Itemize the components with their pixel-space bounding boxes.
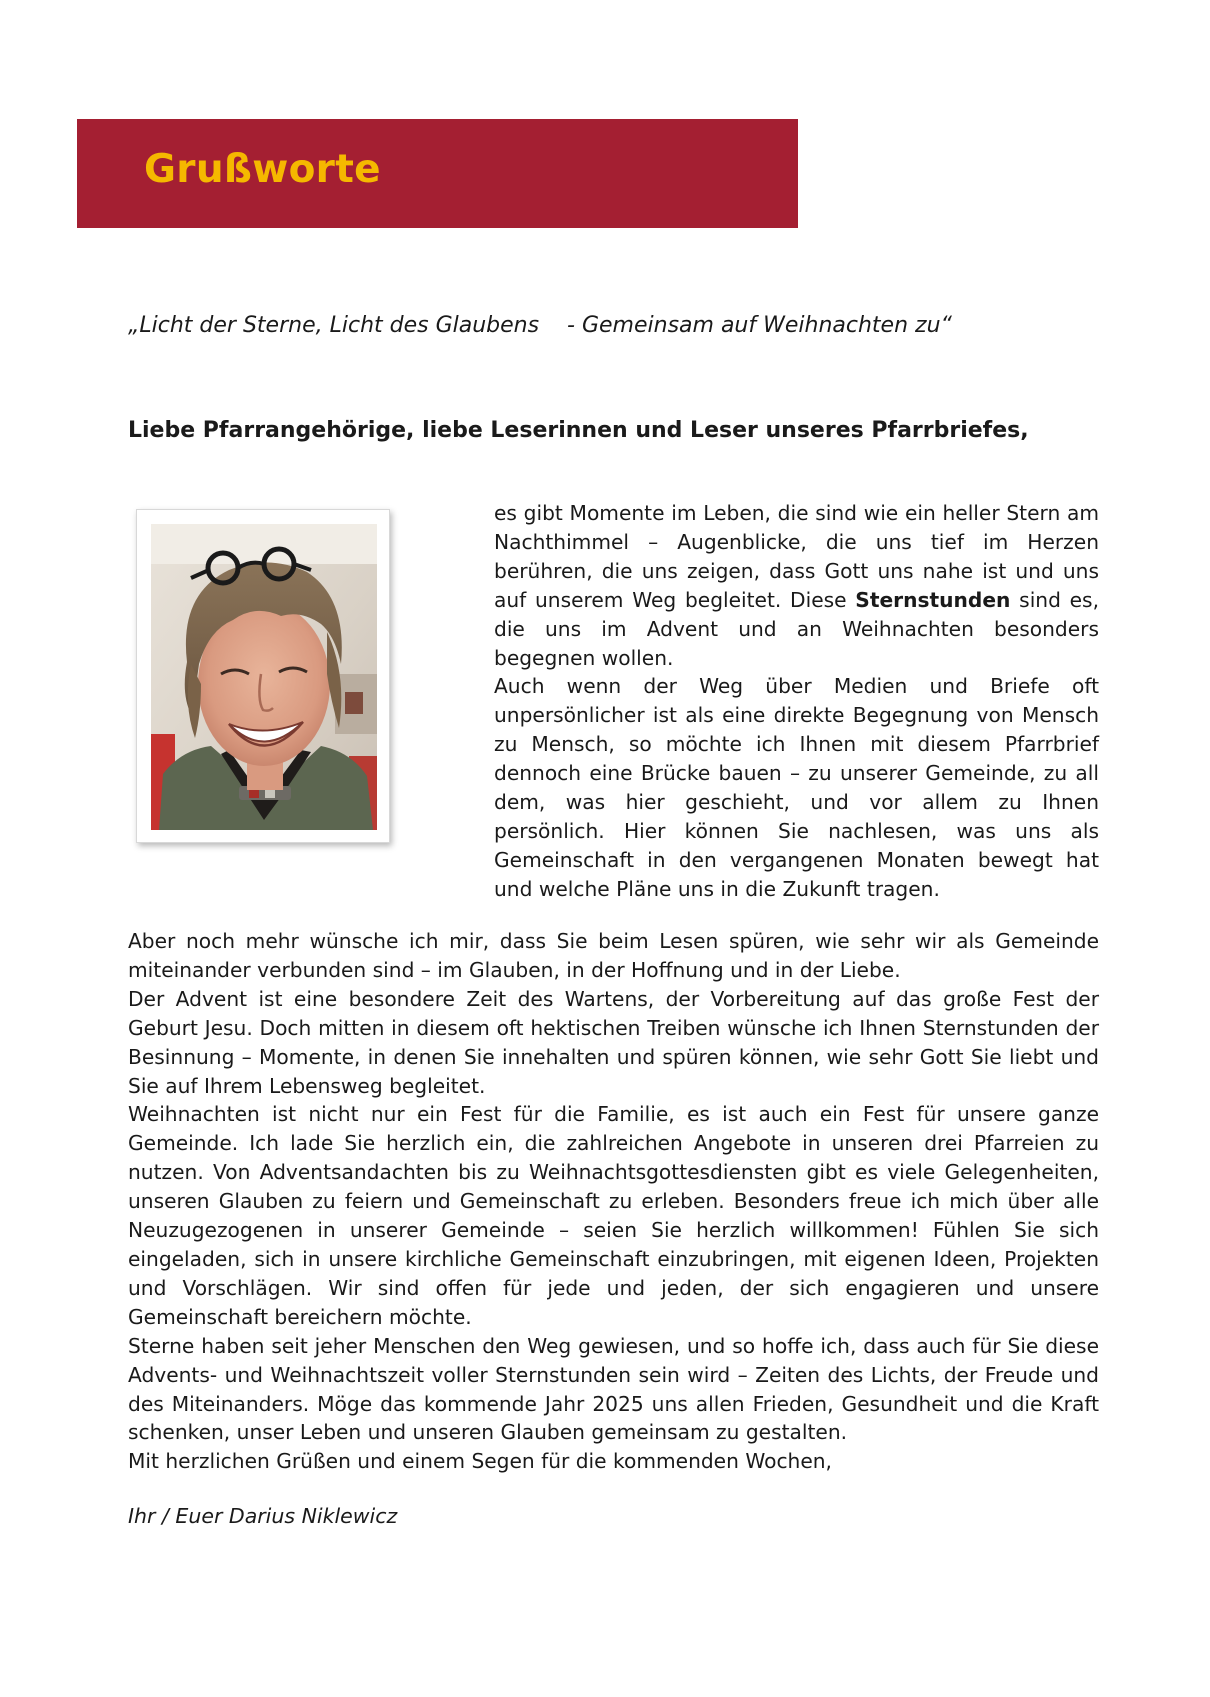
body-paragraph-6: Sterne haben seit jeher Menschen den Weg gewiesen, und so hoffe ich, dass auch für Sie diese Advents- und Weihnachtszeit voller Sternstunden sein wird – Zeiten des Lichts, der Freude und des Miteinanders. Möge das kommende Jahr 2025 uns allen Frieden, Gesundheit und die Kraft schenken, unser Leben und unseren Glauben gemeinsam zu gestalten. (128, 1333, 1099, 1445)
page-title: Grußworte (144, 147, 381, 192)
portrait-frame (136, 509, 390, 843)
signature: Ihr / Euer Darius Niklewicz (128, 1504, 398, 1528)
body-column (128, 927, 1099, 1476)
closing-line: Mit herzlichen Grüßen und einem Segen für die kommenden Wochen, (128, 1449, 832, 1474)
body-paragraph-5: Weihnachten ist nicht nur ein Fest für die Familie, es ist auch ein Fest für unsere ganze Gemeinde. Ich lade Sie herzlich ein, die zahlreichen Angebote in unseren drei Pfarreien zu nutzen. Von Adventsandachten bis zu Weihnachtsgottesdiensten gibt es viele Gelegenheiten, unseren Glauben zu feiern und Gemeinschaft zu erleben. Besonders freue ich mich über alle Neuzugezogenen in unserer Gemeinde – seien Sie herzlich willkommen! Fühlen Sie sich eingeladen, sich in unsere kirchliche Gemeinschaft einzubringen, mit eigenen Ideen, Projekten und Vorschlägen. Wir sind offen für jede und jeden, der sich engagieren und unsere Gemeinschaft bereichern möchte. (128, 1102, 1099, 1329)
salutation: Liebe Pfarrangehörige, liebe Leserinnen und Leser unseres Pfarrbriefes, (128, 418, 1029, 443)
intro-paragraph-2: Auch wenn der Weg über Medien und Briefe oft unpersönlicher ist als eine direkte Begegnung von Mensch zu Mensch, so möchte ich Ihnen mit diesem Pfarrbrief dennoch eine Brücke bauen – zu unserer Gemeinde, zu all dem, was hier geschieht, und vor allem zu Ihnen persönlich. Hier können Sie nachlesen, was uns als Gemeinschaft in den vergangenen Monaten bewegt hat und welche Pläne uns in die Zukunft tragen. (494, 674, 1099, 901)
body-paragraph-4: Der Advent ist eine besondere Zeit des Wartens, der Vorbereitung auf das große Fest der Geburt Jesu. Doch mitten in diesem oft hektischen Treiben wünsche ich Ihnen Sternstunden der Besinnung – Momente, in denen Sie innehalten und spüren können, wie sehr Gott Sie liebt und Sie auf Ihrem Lebensweg begleitet. (128, 986, 1099, 1098)
intro-text-before: es gibt Momente im Leben, die sind wie ein heller Stern am Nachthimmel – Augenblicke, die uns tief im Herzen berühren, die uns zeigen, dass Gott uns nahe ist und uns auf unserem Weg begleitet. Diese (494, 501, 1099, 612)
portrait-photo (151, 524, 377, 830)
intro-column (494, 499, 1099, 904)
body-paragraph-3: Aber noch mehr wünsche ich mir, dass Sie beim Lesen spüren, wie sehr wir als Gemeinde miteinander verbunden sind – im Glauben, in der Hoffnung und in der Liebe. (128, 929, 1099, 982)
intro-paragraph-1 (494, 499, 1099, 672)
motto-line: „Licht der Sterne, Licht des Glaubens - Gemeinsam auf Weihnachten zu“ (128, 313, 952, 338)
header-banner (77, 119, 798, 228)
intro-bold-word: Sternstunden (855, 587, 1011, 612)
intro-text-after: sind es, die uns im Advent und an Weihnachten besonders begegnen wollen. (494, 587, 1099, 670)
